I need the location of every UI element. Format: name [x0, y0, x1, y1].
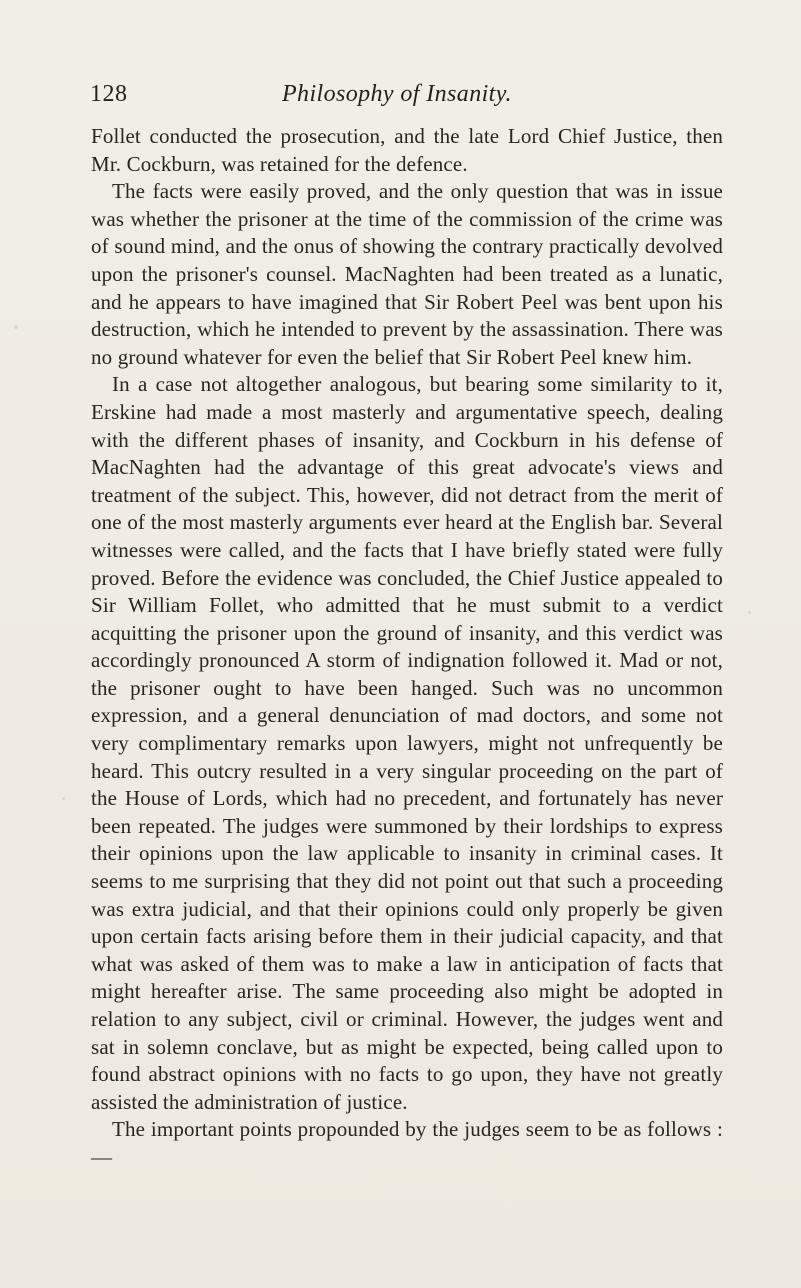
paragraph-2: The facts were easily proved, and the only question that was in issue was whether the prisoner at the time of the commission of the crime was of sound mind, and the onus of showing the contrary practically devolved upon the prisoner's counsel. MacNaghten had been treated as a lunatic, and he appears to have imagined that Sir Robert Peel was bent upon his destruction, which he intended to prevent by the assassination. There was no ground whatever for even the belief that Sir Robert Peel knew him. — [91, 179, 723, 369]
paragraph-1: Follet conducted the prosecution, and the late Lord Chief Justice, then Mr. Cockburn, was retained for the defence. — [91, 124, 723, 176]
page-number: 128 — [90, 81, 128, 107]
paper-spot — [748, 611, 751, 614]
page-header — [90, 78, 730, 110]
paper-spot — [14, 325, 18, 329]
body-text — [91, 123, 723, 1172]
paragraph-4: The important points propounded by the judges seem to be as follows :— — [91, 1117, 723, 1169]
running-title: Philosophy of Insanity. — [282, 81, 512, 107]
paper-spot — [62, 797, 65, 800]
paragraph-3: In a case not altogether analogous, but bearing some similarity to it, Erskine had made a most masterly and argumentative speech, dealing with the different phases of insanity, and Cockburn in his defense of MacNaghten had the advantage of this great advocate's views and treatment of the subject. This, however, did not detract from the merit of one of the most masterly arguments ever heard at the English bar. Several witnesses were called, and the facts that I have briefly stated were fully proved. Before the evidence was concluded, the Chief Justice appealed to Sir William Follet, who admitted that he must submit to a verdict acquitting the prisoner upon the ground of insanity, and this verdict was accordingly pronounced A storm of indignation followed it. Mad or not, the prisoner ought to have been hanged. Such was no uncommon expression, and a general denunciation of mad doctors, and some not very complimentary remarks upon lawyers, might not unfrequently be heard. This outcry resulted in a very singular proceeding on the part of the House of Lords, which had no precedent, and fortunately has never been repeated. The judges were summoned by their lordships to express their opinions upon the law applicable to insanity in criminal cases. It seems to me surprising that they did not point out that such a proceeding was extra judicial, and that their opinions could only properly be given upon certain facts arising before them in their judicial capacity, and that what was asked of them was to make a law in anticipation of facts that might hereafter arise. The same proceeding also might be adopted in relation to any subject, civil or criminal. However, the judges went and sat in solemn conclave, but as might be expected, being called upon to found abstract opinions with no facts to go upon, they have not greatly assisted the administration of justice. — [91, 372, 723, 1114]
